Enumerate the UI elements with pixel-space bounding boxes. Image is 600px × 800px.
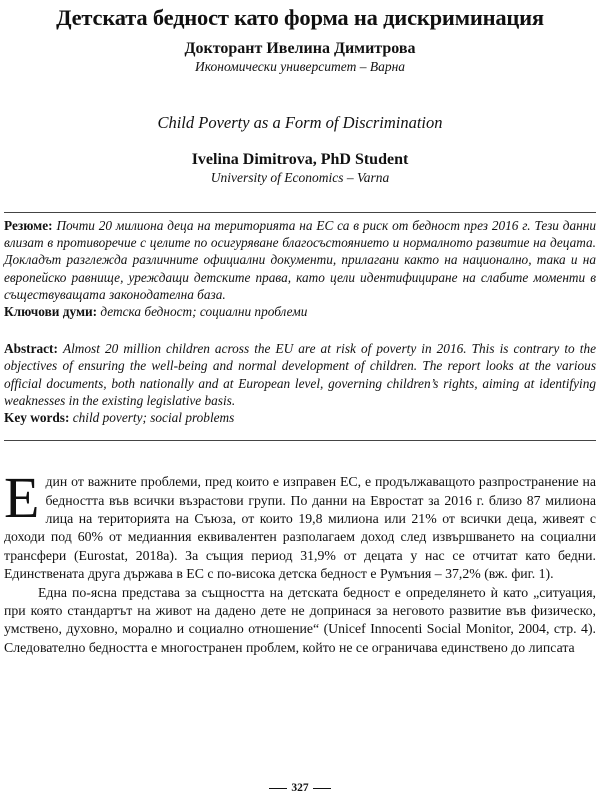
keywords-en bbox=[4, 409, 596, 426]
paper-page bbox=[4, 0, 596, 800]
abstract-en bbox=[4, 340, 596, 409]
keywords-en-text: child poverty; social problems bbox=[72, 410, 235, 426]
abstract-top-rule bbox=[4, 212, 596, 213]
abstract-en-label: Abstract: bbox=[4, 341, 58, 357]
affiliation-en: University of Economics – Varna bbox=[210, 170, 390, 185]
affiliation-bg: Икономически университет – Варна bbox=[194, 59, 406, 74]
keywords-bg-label: Ключови думи: bbox=[4, 304, 98, 320]
body-paragraph-1 bbox=[4, 465, 596, 583]
keywords-bg bbox=[4, 303, 596, 320]
keywords-bg-text: детска бедност; социални проблеми bbox=[100, 304, 308, 320]
paper-title-bg: Детската бедност като форма на дискриминация bbox=[56, 5, 544, 30]
author-name-bg: Докторант Ивелина Димитрова bbox=[184, 40, 416, 57]
footer-dash-right bbox=[313, 788, 331, 789]
abstract-en-text: Almost 20 million children across the EU are at risk of poverty in 2016. This is contrary to the objectives of ensuring the well-being and normal development of children. The report looks at the various official documents, both nationally and at European level, governing children’s rights, aiming at identifying weaknesses in the existing legislative basis. bbox=[4, 341, 597, 408]
footer-dash-left bbox=[269, 788, 287, 789]
body-paragraph-1-text: дин от важните проблеми, пред които е изправен ЕС, е продължаващото разпространение на бедността във всички възрастови групи. По данни на Евростат за 2016 г. близо 87 милиона лица на територията на Съюза, от които 19,8 милиона или 21% от всички деца, живеят с доходи под 60% от медианния еквивалентен разполагаем доход след извършването на социални трансфери (Eurostat, 2018a). За същия период 31,9% от децата у нас се отчитат като бедни. Единствената друга държава в ЕС с по-висока детска бедност е Румъния – 37,2% (вж. фиг. 1). bbox=[4, 474, 596, 582]
keywords-en-label: Key words: bbox=[4, 410, 70, 426]
author-name-en: Ivelina Dimitrova, PhD Student bbox=[191, 151, 409, 168]
abstract-bg-text: Почти 20 милиона деца на територията на ЕС са в риск от бедност през 2016 г. Тези данни влизат в противоречие с целите по осигуряване благосъстоянието и нормалното развитие на децата. Докладът разглежда различните официални документи, прилагани както на национално, така и на европейско равнище, уреждащи детските права, като цели идентифициране на слабите моменти в съществуващата законодателна база. bbox=[4, 218, 596, 302]
abstract-bg-label: Резюме: bbox=[4, 218, 53, 233]
page-footer bbox=[4, 782, 596, 794]
body-text bbox=[4, 465, 596, 657]
abstract-bottom-rule bbox=[4, 440, 596, 441]
drop-cap: Е bbox=[4, 465, 40, 531]
abstract-bg bbox=[4, 217, 596, 303]
body-paragraph-2: Една по-ясна представа за същността на детската бедност е определянето ѝ като „ситуация, при която стандартът на живот на дадено дете не допринася за неговото развитие във физическо, умствено, духовно, морално и социално отношение“ (Unicef Innocenti Social Monitor, 2004, стр. 4). Следователно бедността е многостранен проблем, който не се ограничава единствено до липсата bbox=[4, 584, 596, 655]
page-number: 327 bbox=[291, 782, 309, 794]
paper-title-en: Child Poverty as a Form of Discrimination bbox=[157, 113, 443, 132]
